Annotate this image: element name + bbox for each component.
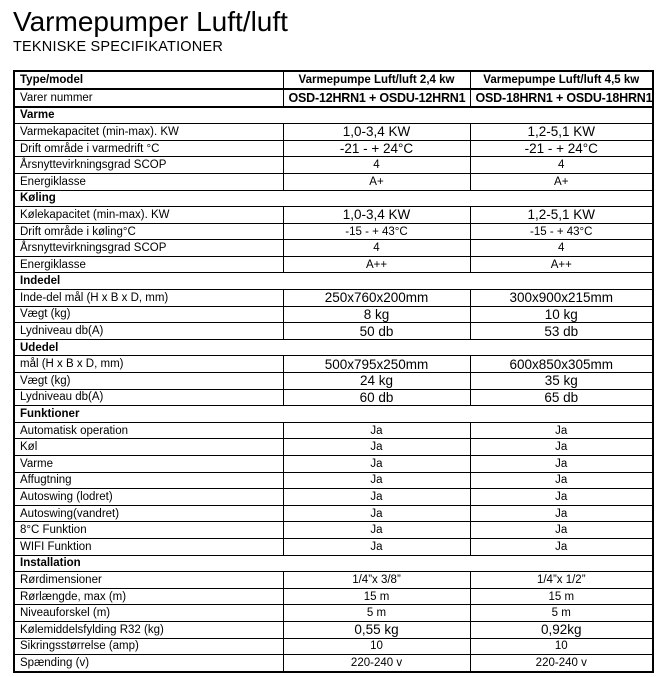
table-row: [14, 638, 653, 655]
row-label: 8°C Funktion: [14, 522, 283, 539]
table-row: [14, 456, 653, 473]
section-label: Funktioner: [14, 406, 653, 423]
cell-value: Ja: [283, 505, 470, 522]
table-row: [14, 422, 653, 439]
spec-table-body: [14, 89, 653, 672]
row-label: Varer nummer: [14, 89, 283, 107]
cell-value: 10: [283, 638, 470, 655]
table-row: [14, 655, 653, 672]
row-label: Drift område i varmedrift °C: [14, 140, 283, 157]
table-row: [14, 306, 653, 323]
cell-value: Ja: [470, 538, 653, 555]
cell-value: Ja: [283, 439, 470, 456]
cell-value: Ja: [283, 489, 470, 506]
row-label: Sikringsstørrelse (amp): [14, 638, 283, 655]
table-row: [14, 522, 653, 539]
row-label: Drift område i køling°C: [14, 223, 283, 240]
cell-value: 53 db: [470, 323, 653, 340]
cell-value: 1,0-3,4 KW: [283, 207, 470, 224]
row-label: Inde-del mål (H x B x D, mm): [14, 290, 283, 307]
cell-value: Ja: [470, 472, 653, 489]
table-row: [14, 588, 653, 605]
cell-value: Ja: [470, 522, 653, 539]
cell-value: 50 db: [283, 323, 470, 340]
row-label: Varme: [14, 456, 283, 473]
cell-value: 5 m: [283, 605, 470, 622]
table-row: [14, 240, 653, 257]
cell-value: Ja: [470, 456, 653, 473]
row-label: Kølemiddelsfylding R32 (kg): [14, 621, 283, 638]
table-row: [14, 124, 653, 141]
cell-value: Ja: [470, 439, 653, 456]
section-row: [14, 555, 653, 572]
table-row: [14, 439, 653, 456]
row-label: Årsnyttevirkningsgrad SCOP: [14, 157, 283, 174]
row-label: Rørlængde, max (m): [14, 588, 283, 605]
table-row: [14, 605, 653, 622]
table-row: [14, 173, 653, 190]
cell-value: 1,0-3,4 KW: [283, 124, 470, 141]
cell-value: 1,2-5,1 KW: [470, 124, 653, 141]
row-label: WIFI Funktion: [14, 538, 283, 555]
section-label: Udedel: [14, 339, 653, 356]
page-subtitle: TEKNISKE SPECIFIKATIONER: [13, 39, 223, 56]
cell-value: 600x850x305mm: [470, 356, 653, 373]
row-label: Automatisk operation: [14, 422, 283, 439]
cell-value: OSD-12HRN1 + OSDU-12HRN1: [283, 89, 470, 107]
header-type-model: Type/model: [14, 71, 283, 89]
row-label: mål (H x B x D, mm): [14, 356, 283, 373]
table-header-row: [14, 71, 653, 89]
cell-value: 65 db: [470, 389, 653, 406]
table-row: [14, 373, 653, 390]
cell-value: 24 kg: [283, 373, 470, 390]
cell-value: -15 - + 43°C: [470, 223, 653, 240]
table-row: [14, 89, 653, 107]
table-row: [14, 505, 653, 522]
section-label: Køling: [14, 190, 653, 207]
row-label: Niveauforskel (m): [14, 605, 283, 622]
cell-value: 4: [470, 240, 653, 257]
spec-table: [13, 70, 654, 672]
table-row: [14, 157, 653, 174]
cell-value: 500x795x250mm: [283, 356, 470, 373]
cell-value: Ja: [470, 505, 653, 522]
row-label: Lydniveau db(A): [14, 323, 283, 340]
row-label: Kølekapacitet (min-max). KW: [14, 207, 283, 224]
cell-value: 4: [470, 157, 653, 174]
cell-value: 10 kg: [470, 306, 653, 323]
table-row: [14, 290, 653, 307]
row-label: Affugtning: [14, 472, 283, 489]
row-label: Rørdimensioner: [14, 572, 283, 589]
cell-value: 4: [283, 240, 470, 257]
cell-value: A+: [470, 173, 653, 190]
row-label: Vægt (kg): [14, 373, 283, 390]
cell-value: 15 m: [283, 588, 470, 605]
row-label: Lydniveau db(A): [14, 389, 283, 406]
cell-value: 250x760x200mm: [283, 290, 470, 307]
table-row: [14, 207, 653, 224]
cell-value: 0,92kg: [470, 621, 653, 638]
cell-value: Ja: [470, 489, 653, 506]
cell-value: Ja: [283, 538, 470, 555]
table-row: [14, 472, 653, 489]
section-row: [14, 406, 653, 423]
section-row: [14, 107, 653, 124]
table-row: [14, 621, 653, 638]
row-label: Autoswing (lodret): [14, 489, 283, 506]
cell-value: 4: [283, 157, 470, 174]
table-row: [14, 489, 653, 506]
row-label: Autoswing(vandret): [14, 505, 283, 522]
table-row: [14, 140, 653, 157]
cell-value: 8 kg: [283, 306, 470, 323]
section-row: [14, 273, 653, 290]
section-label: Varme: [14, 107, 653, 124]
row-label: Vægt (kg): [14, 306, 283, 323]
table-row: [14, 323, 653, 340]
cell-value: 1/4”x 1/2”: [470, 572, 653, 589]
section-row: [14, 190, 653, 207]
cell-value: A+: [283, 173, 470, 190]
table-row: [14, 572, 653, 589]
table-row: [14, 538, 653, 555]
cell-value: A++: [470, 256, 653, 273]
cell-value: 35 kg: [470, 373, 653, 390]
cell-value: A++: [283, 256, 470, 273]
table-row: [14, 256, 653, 273]
table-row: [14, 356, 653, 373]
section-row: [14, 339, 653, 356]
cell-value: 220-240 v: [470, 655, 653, 672]
cell-value: -15 - + 43°C: [283, 223, 470, 240]
row-label: Varmekapacitet (min-max). KW: [14, 124, 283, 141]
section-label: Indedel: [14, 273, 653, 290]
page-title: Varmepumper Luft/luft: [13, 6, 288, 37]
cell-value: 15 m: [470, 588, 653, 605]
cell-value: -21 - + 24°C: [283, 140, 470, 157]
row-label: Energiklasse: [14, 173, 283, 190]
header-model-2-4kw: Varmepumpe Luft/luft 2,4 kw: [283, 71, 470, 89]
cell-value: 220-240 v: [283, 655, 470, 672]
cell-value: 300x900x215mm: [470, 290, 653, 307]
row-label: Årsnyttevirkningsgrad SCOP: [14, 240, 283, 257]
cell-value: Ja: [283, 456, 470, 473]
header-model-4-5kw: Varmepumpe Luft/luft 4,5 kw: [470, 71, 653, 89]
cell-value: 10: [470, 638, 653, 655]
cell-value: Ja: [283, 422, 470, 439]
cell-value: Ja: [283, 522, 470, 539]
row-label: Køl: [14, 439, 283, 456]
cell-value: Ja: [283, 472, 470, 489]
row-label: Spænding (v): [14, 655, 283, 672]
cell-value: -21 - + 24°C: [470, 140, 653, 157]
table-row: [14, 223, 653, 240]
row-label: Energiklasse: [14, 256, 283, 273]
cell-value: 60 db: [283, 389, 470, 406]
section-label: Installation: [14, 555, 653, 572]
cell-value: 1/4”x 3/8”: [283, 572, 470, 589]
cell-value: OSD-18HRN1 + OSDU-18HRN1: [470, 89, 653, 107]
cell-value: 5 m: [470, 605, 653, 622]
cell-value: 0,55 kg: [283, 621, 470, 638]
table-row: [14, 389, 653, 406]
cell-value: 1,2-5,1 KW: [470, 207, 653, 224]
cell-value: Ja: [470, 422, 653, 439]
